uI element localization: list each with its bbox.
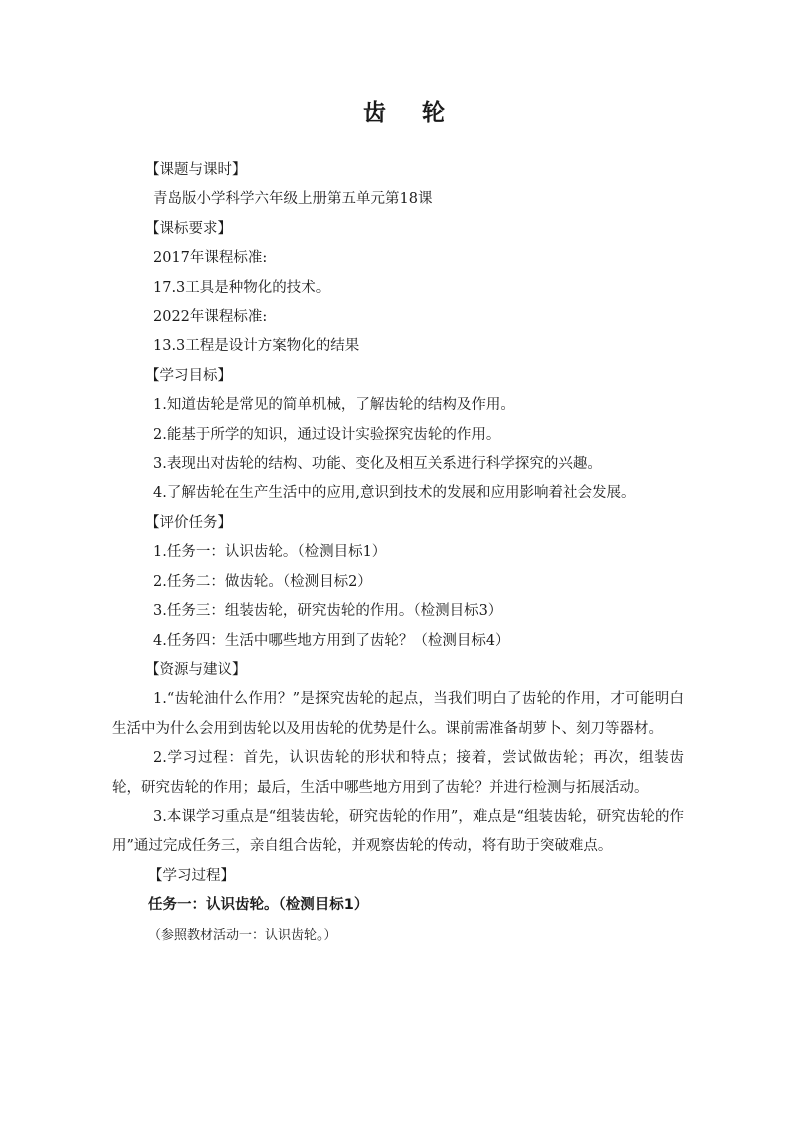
eval-item: 3.任务三：组装齿轮，研究齿轮的作用。（检测目标3）: [153, 603, 503, 620]
goal-item: 3.表现出对齿轮的结构、功能、变化及相互关系进行科学探究的兴趣。: [153, 456, 602, 473]
document-body: [112, 156, 692, 950]
eval-item: 1.任务一：认识齿轮。（检测目标1）: [153, 544, 387, 561]
resource-paragraph: 2.学习过程：首先，认识齿轮的形状和特点；接着，尝试做齿轮；再次，组装齿轮，研究齿轮的作用；最后，生活中哪些地方用到了齿轮？并进行检测与拓展活动。: [112, 750, 684, 796]
goal-item: 2.能基于所学的知识，通过设计实验探究齿轮的作用。: [153, 426, 501, 443]
standard-heading: 【课标要求】: [145, 220, 232, 237]
eval-heading: 【评价任务】: [145, 514, 232, 531]
eval-item: 4.任务四：生活中哪些地方用到了齿轮？（检测目标4）: [153, 632, 510, 649]
resource-paragraph: 1.“齿轮油什么作用？”是探究齿轮的起点，当我们明白了齿轮的作用，才可能明白生活中为什么会用到齿轮以及用齿轮的优势是什么。课前需准备胡萝卜、刻刀等器材。: [112, 691, 684, 737]
task1-heading: 任务一：认识齿轮。（检测目标1）: [148, 897, 369, 914]
process-heading: 【学习过程】: [148, 867, 235, 884]
task1-note: （参照教材活动一：认识齿轮。）: [148, 927, 337, 943]
goal-item: 1.知道齿轮是常见的简单机械，了解齿轮的结构及作用。: [153, 397, 515, 414]
std2022-text: 13.3工程是设计方案物化的结果: [153, 338, 360, 355]
goals-heading: 【学习目标】: [145, 367, 232, 384]
resource-heading: 【资源与建议】: [145, 661, 247, 678]
std2017-text: 17.3工具是种物化的技术。: [153, 279, 331, 296]
resource-paragraph: 3.本课学习重点是“组装齿轮，研究齿轮的作用”，难点是“组装齿轮，研究齿轮的作用”通过完成任务三，亲自组合齿轮，并观察齿轮的传动，将有助于突破难点。: [112, 808, 684, 855]
eval-item: 2.任务二：做齿轮。（检测目标2）: [153, 573, 372, 590]
page-title: 齿 轮: [362, 100, 459, 126]
std2022-label: 2022年课程标准:: [153, 309, 268, 326]
std2017-label: 2017年课程标准:: [153, 250, 268, 267]
topic-heading: 【课题与课时】: [145, 162, 247, 178]
topic-text: 青岛版小学科学六年级上册第五单元第18课: [153, 191, 433, 208]
goal-item: 4.了解齿轮在生产生活中的应用,意识到技术的发展和应用影响着社会发展。: [153, 485, 636, 502]
